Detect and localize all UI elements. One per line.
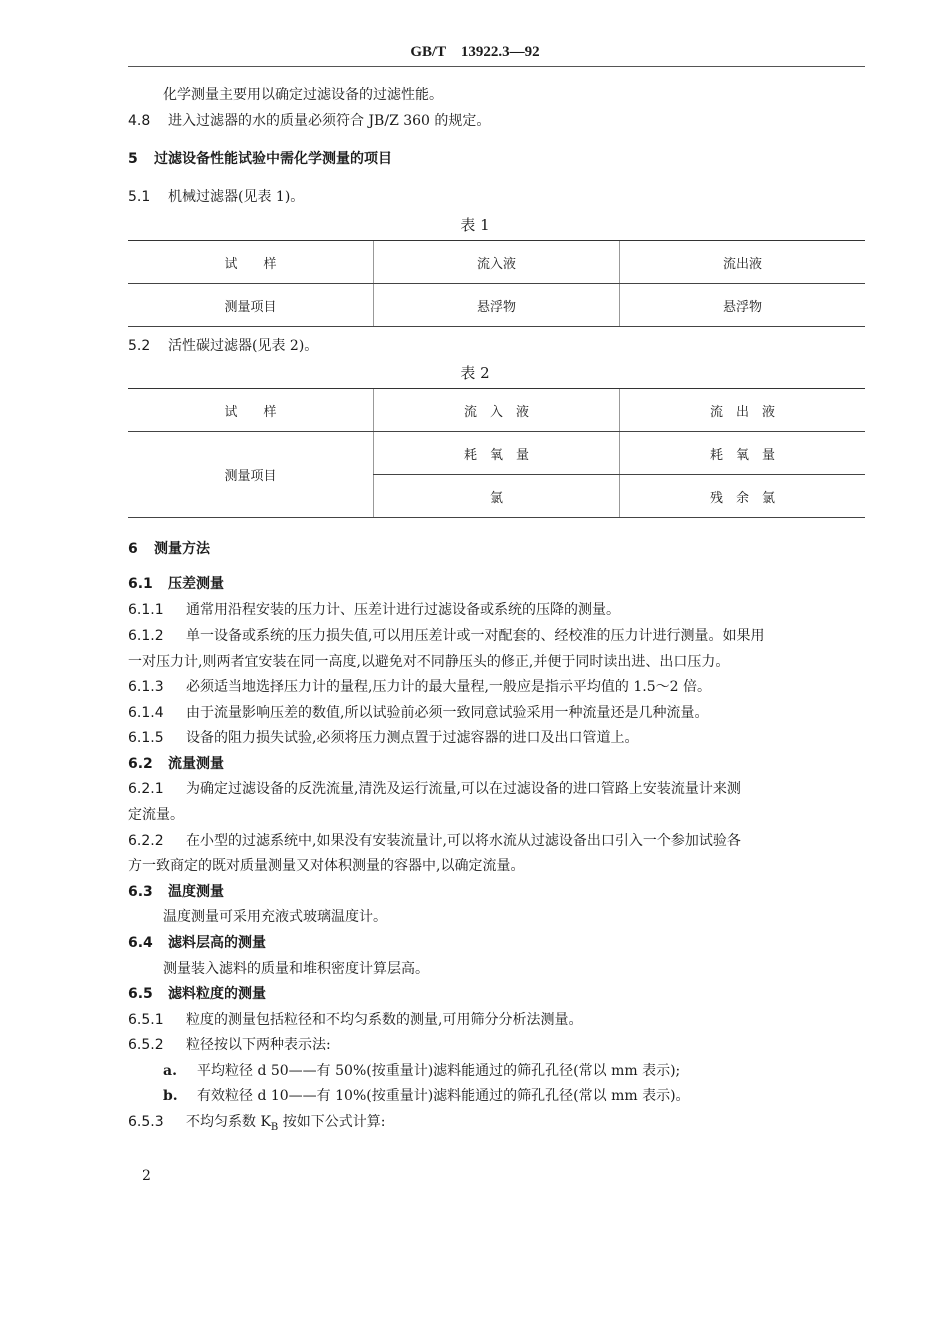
clause-5-2 (128, 337, 865, 355)
table-cell: 试 样 (128, 389, 374, 432)
section-number: 6.3 (128, 884, 153, 900)
clause-6-1-1 (128, 601, 865, 619)
clause-text: 通常用沿程安装的压力计、压差计进行过滤设备或系统的压降的测量。 (186, 602, 620, 618)
clause-number: 6.1.3 (128, 679, 164, 695)
table-cell: 流 出 液 (620, 389, 866, 432)
clause-number: 5.2 (128, 338, 151, 354)
paragraph-line: 温度测量可采用充液式玻璃温度计。 (163, 909, 387, 925)
clause-number: 4.8 (128, 113, 151, 129)
clause-6-1-4 (128, 704, 865, 722)
list-item (163, 1087, 865, 1105)
table-2 (128, 388, 865, 518)
clause-number: 6.5.1 (128, 1012, 164, 1028)
clause-number: 6.1.2 (128, 628, 164, 644)
clause-number: 6.1.1 (128, 602, 164, 618)
table-1 (128, 240, 865, 327)
table-cell: 流入液 (374, 241, 620, 284)
clause-text: 由于流量影响压差的数值,所以试验前必须一致同意试验采用一种流量还是几种流量。 (186, 705, 709, 721)
section-title: 压差测量 (168, 576, 224, 592)
subsection-6-4 (128, 934, 865, 952)
table-cell: 试 样 (128, 241, 374, 284)
clause-number: 6.1.5 (128, 730, 164, 746)
clause-text: 不均匀系数 K (186, 1114, 271, 1130)
clause-number: 5.1 (128, 189, 151, 205)
table-cell: 残 余 氯 (620, 475, 866, 518)
clause-6-2-1 (128, 780, 865, 798)
clause-6-5-1 (128, 1011, 865, 1029)
clause-text: 单一设备或系统的压力损失值,可以用压差计或一对配套的、经校准的压力计进行测量。如果用 (186, 628, 765, 644)
clause-number: 6.5.2 (128, 1037, 164, 1053)
section-title: 滤料粒度的测量 (168, 986, 266, 1002)
list-text: 有效粒径 d 10——有 10%(按重量计)滤料能通过的筛孔孔径(常以 mm 表示)。 (197, 1088, 690, 1104)
paragraph-line: 定流量。 (128, 807, 184, 823)
subsection-6-3 (128, 883, 865, 901)
subsection-6-1 (128, 575, 865, 593)
clause-number: 6.2.1 (128, 781, 164, 797)
clause-text: 必须适当地选择压力计的量程,压力计的最大量程,一般应是指示平均值的 1.5～2 倍。 (186, 679, 711, 695)
clause-text: 在小型的过滤系统中,如果没有安装流量计,可以将水流从过滤设备出口引入一个参加试验各 (186, 833, 741, 849)
table-row (128, 241, 865, 284)
list-marker: b. (163, 1088, 178, 1104)
clause-text: 设备的阻力损失试验,必须将压力测点置于过滤容器的进口及出口管道上。 (186, 730, 639, 746)
clause-text: 粒度的测量包括粒径和不均匀系数的测量,可用筛分分析法测量。 (186, 1012, 583, 1028)
paragraph-line: 测量装入滤料的质量和堆积密度计算层高。 (163, 961, 429, 977)
table-cell: 耗 氧 量 (374, 432, 620, 475)
clause-6-5-2 (128, 1036, 865, 1054)
section-title: 滤料层高的测量 (168, 935, 266, 951)
table-row (128, 284, 865, 327)
clause-text: 机械过滤器(见表 1)。 (168, 189, 305, 205)
table-cell: 耗 氧 量 (620, 432, 866, 475)
section-number: 6.4 (128, 935, 153, 951)
section-title: 流量测量 (168, 756, 224, 772)
page-header: GB/T 13922.3—92 (410, 44, 540, 60)
section-title: 测量方法 (154, 541, 210, 557)
clause-number: 6.5.3 (128, 1114, 164, 1130)
list-item (163, 1062, 865, 1080)
clause-6-5-3 (128, 1113, 865, 1137)
clause-6-1-2 (128, 627, 865, 645)
subsection-6-2 (128, 755, 865, 773)
table-2-caption: 表 2 (460, 364, 490, 382)
section-number: 6.2 (128, 756, 153, 772)
header-rule (128, 66, 865, 67)
clause-text: 按如下公式计算: (278, 1114, 386, 1130)
list-marker: a. (163, 1063, 177, 1079)
subsection-6-5 (128, 985, 865, 1003)
section-number: 6.1 (128, 576, 153, 592)
table-cell: 测量项目 (128, 284, 374, 327)
section-title: 过滤设备性能试验中需化学测量的项目 (154, 151, 392, 167)
table-row (128, 389, 865, 432)
clause-number: 6.2.2 (128, 833, 164, 849)
paragraph-line: 方一致商定的既对质量测量又对体积测量的容器中,以确定流量。 (128, 858, 525, 874)
clause-4-8 (128, 112, 865, 130)
table-cell: 流 入 液 (374, 389, 620, 432)
clause-text: 粒径按以下两种表示法: (186, 1037, 331, 1053)
table-cell: 氯 (374, 475, 620, 518)
clause-6-1-3 (128, 678, 865, 696)
clause-text: 为确定过滤设备的反洗流量,清洗及运行流量,可以在过滤设备的进口管路上安装流量计来测 (186, 781, 741, 797)
section-6-heading (128, 540, 865, 558)
table-row (128, 432, 865, 475)
subscript: B (270, 1121, 279, 1133)
clause-text: 活性碳过滤器(见表 2)。 (168, 338, 319, 354)
section-title: 温度测量 (168, 884, 224, 900)
clause-6-1-5 (128, 729, 865, 747)
paragraph-line: 化学测量主要用以确定过滤设备的过滤性能。 (163, 87, 443, 103)
table-1-caption: 表 1 (460, 216, 490, 234)
section-number: 6 (128, 541, 138, 557)
list-text: 平均粒径 d 50——有 50%(按重量计)滤料能通过的筛孔孔径(常以 mm 表示); (197, 1063, 681, 1079)
section-number: 6.5 (128, 986, 153, 1002)
table-cell: 悬浮物 (374, 284, 620, 327)
section-5-heading (128, 150, 865, 168)
table-cell: 流出液 (620, 241, 866, 284)
table-cell: 测量项目 (128, 432, 374, 518)
section-number: 5 (128, 151, 138, 167)
paragraph-line: 一对压力计,则两者宜安装在同一高度,以避免对不同静压头的修正,并便于同时读出进、出口压力。 (128, 654, 730, 670)
clause-6-2-2 (128, 832, 865, 850)
clause-number: 6.1.4 (128, 705, 164, 721)
clause-text: 进入过滤器的水的质量必须符合 JB/Z 360 的规定。 (168, 113, 491, 129)
page-number: 2 (142, 1168, 151, 1184)
table-cell: 悬浮物 (620, 284, 866, 327)
clause-5-1 (128, 188, 865, 206)
